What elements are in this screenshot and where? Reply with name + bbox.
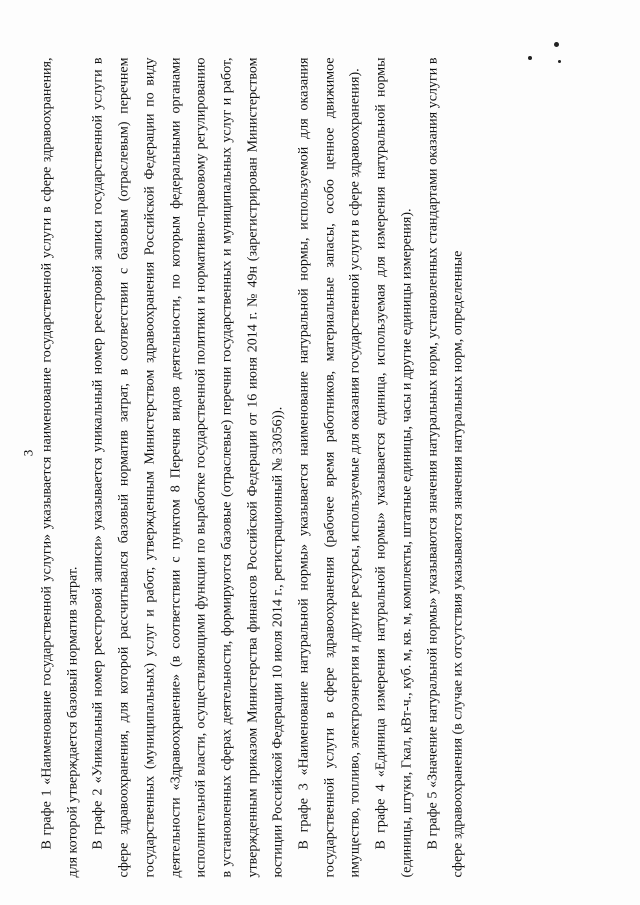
paragraph-grafa-2: В графе 2 «Уникальный номер реестровой записи» указывается уникальный номер реестровой записи государственной услуги в сфере здравоохранения, для которой рассчитывался базовый норматив затрат, в соответствии с базовым (отраслевым) перечнем государственных (муниципальных) услуг и работ, утвержденным Министерством здравоохранения Российской Федерации по виду деятельности «Здравоохранение» (в соответствии с пунктом 8 Перечня видов деятельности, по которым федеральными органами исполнительной власти, осуществляющими функции по выработке государственной политики и нормативно-правовому регулированию в установленных сферах деятельности, формируются базовые (отраслевые) перечни государственных и муниципальных услуг и работ, утвержденным приказом Министерства финансов Российской Федерации от 16 июня 2014 г. № 49н (зарегистрирован Министерством юстиции Российской Федерации 10 июля 2014 г., регистрационный № 33056)). [90,57,286,877]
rotated-content [20,20,620,885]
paragraph-grafa-3: В графе 3 «Наименование натуральной нормы» указывается наименование натуральной нормы, используемой для оказания государственной услуги в сфере здравоохранения (рабочее время работников, материальные запасы, особо ценное движимое имущество, топливо, электроэнергия и другие ресурсы, используемые для оказания государственной услуги в сфере здравоохранения). [296,57,363,877]
scan-speck [558,60,561,63]
document-body [34,57,471,877]
paragraph-grafa-4: В графе 4 «Единица измерения натуральной нормы» указывается единица, используемая для измерения натуральной нормы (единицы, штуки, Гкал, кВт-ч., куб. м, кв. м, комплекты, штатные единицы, часы и другие единицы измерения). [373,57,414,877]
scan-speck [554,42,559,47]
paragraph-grafa-5: В графе 5 «Значение натуральной нормы» указываются значения натуральных норм, установленных стандартами оказания услуги в сфере здравоохранения (в случае их отсутствия указываются значения натуральных норм, определенные [424,57,466,877]
page-number: 3 [20,449,35,456]
paragraph-grafa-1: В графе 1 «Наименование государственной услуги» указывается наименование государственной услуги в сфере здравоохранения, для которой утверждается базовый норматив затрат. [39,57,80,877]
scan-marks [520,36,560,76]
scan-speck [528,56,532,60]
